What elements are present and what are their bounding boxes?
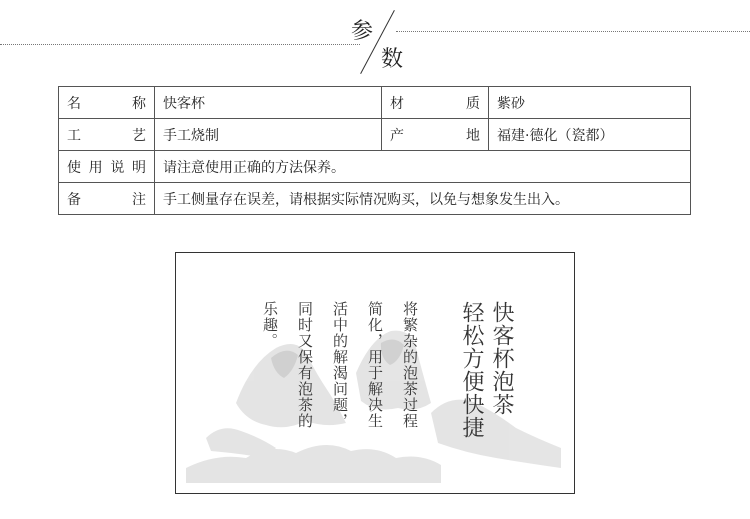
label-cell: 材质: [382, 87, 489, 119]
table-row: [59, 151, 691, 183]
card-title-line-2: 轻松方便快捷: [459, 301, 484, 439]
value-cell: 手工侧量存在误差，请根据实际情况购买，以免与想象发生出入。: [155, 183, 691, 215]
header-dotted-line-left: [0, 44, 360, 45]
label-cell: 使用说明: [59, 151, 155, 183]
parameters-table: [58, 86, 691, 215]
section-header: [0, 0, 750, 80]
value-cell: 快客杯: [155, 87, 382, 119]
card-body-line-1: 将繁杂的泡茶过程: [401, 301, 419, 429]
card-body-line-5: 乐趣。: [261, 301, 279, 349]
header-dotted-line-right: [396, 31, 750, 32]
header-title-char-1: 参: [351, 19, 374, 44]
value-cell: 紫砂: [489, 87, 691, 119]
card-body-line-3: 活中的解渴问题，: [331, 301, 349, 429]
label-cell: 产地: [382, 119, 489, 151]
card-title-line-1: 快客杯泡茶: [489, 301, 514, 416]
value-cell: 福建·德化（瓷都）: [489, 119, 691, 151]
label-cell: 名称: [59, 87, 155, 119]
header-title-char-2: 数: [381, 47, 404, 72]
table-row: [59, 183, 691, 215]
label-cell: 备注: [59, 183, 155, 215]
usage-card: [175, 252, 575, 494]
value-cell: 手工烧制: [155, 119, 382, 151]
value-cell: 请注意使用正确的方法保养。: [155, 151, 691, 183]
table-row: [59, 87, 691, 119]
label-cell: 工艺: [59, 119, 155, 151]
card-body-line-2: 简化，用于解决生: [366, 301, 384, 429]
table-row: [59, 119, 691, 151]
card-body-line-4: 同时又保有泡茶的: [296, 301, 314, 429]
